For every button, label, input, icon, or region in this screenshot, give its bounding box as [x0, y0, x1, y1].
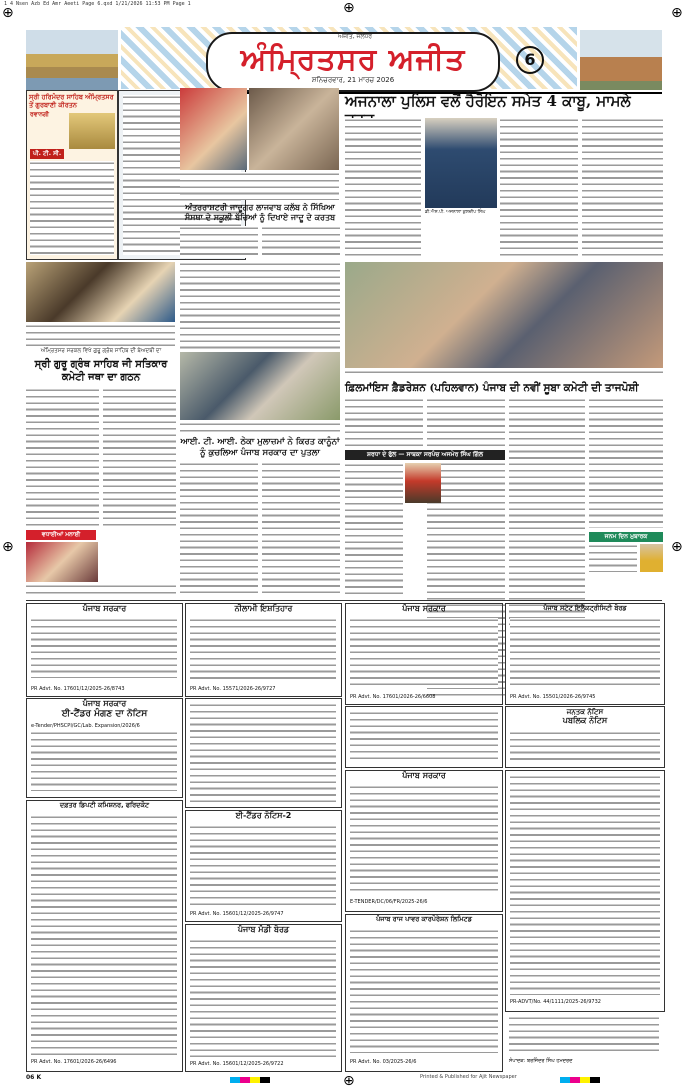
- group-photo-left: [26, 262, 175, 322]
- ad6: [185, 810, 342, 922]
- ad5-text: [350, 618, 498, 688]
- sikh-text-2: [103, 388, 176, 526]
- masthead-title: ਅੰਮ੍ਰਿਤਸਰ ਅਜੀਤ: [240, 42, 466, 77]
- birthday-photo: [640, 544, 663, 572]
- ad8-text: [350, 785, 498, 895]
- imprint-editor: ਸੰਪਾਦਕ: ਬਰਜਿੰਦਰ ਸਿੰਘ ਹਮਦਰਦ: [509, 1058, 573, 1064]
- ad5-ref: PR Advt. No. 17601/2026-26/6608: [350, 694, 436, 700]
- lead-photo: [425, 118, 497, 208]
- ad2-text: [31, 731, 177, 791]
- ad9-head: ਪੰਜਾਬ ਰਾਜ ਪਾਵਰ ਕਾਰਪੋਰੇਸ਼ਨ ਲਿਮਿਟਡ: [376, 915, 472, 923]
- wedding-banner: ਵਧਾਈਆਂ ਮਨਾਈ: [26, 530, 96, 540]
- lead-text-3: [582, 118, 663, 258]
- protest-photo: [180, 352, 340, 420]
- wrestling-text-3: [509, 398, 585, 628]
- ad2: [26, 698, 183, 798]
- birthday-banner: ਜਨਮ ਦਿਨ ਮੁਬਾਰਕ: [589, 532, 663, 542]
- ad2-ref: e-Tender/PHSCPI/GC/Lab. Expansion/2026/6: [31, 723, 140, 729]
- protest-caption: [180, 422, 340, 434]
- ad3-head: ਦਫ਼ਤਰ ਡਿਪਟੀ ਕਮਿਸ਼ਨਰ, ਫਰਿਦਕੋਟ: [59, 801, 150, 809]
- sikh-dateline: ਅੰਮ੍ਰਿਤਸਰ ਸਰਕਲ ਵਿਖੇ ਗੁਰੂ ਗ੍ਰੰਥ ਸਾਹਿਬ ਦੀ ਬੇਅਦਬੀ ਦਾ: [40, 348, 162, 354]
- masthead-date: ਸ਼ਨਿਚਰਵਾਰ, 21 ਮਾਰਚ 2026: [311, 76, 395, 84]
- masthead-title-box: [206, 32, 500, 92]
- obit-photo: [405, 463, 441, 503]
- ad11-text-top: [510, 731, 660, 763]
- ad6-ref: PR Advt. No. 15601/12/2025-26/9747: [190, 911, 284, 917]
- golden-temple-kicker: ਰਵਾਨਗੀ: [30, 111, 49, 118]
- ad2-head: ਪੰਜਾਬ ਸਰਕਾਰ: [82, 699, 127, 708]
- group-photo-wide-caption: [345, 370, 663, 378]
- ad10-ref: PR Advt. No. 15501/2026-26/9745: [510, 694, 596, 700]
- ad6-head: ਈ-ਟੈਂਡਰ ਨੋਟਿਸ-2: [235, 811, 292, 820]
- lead-headline: ਅਜਨਾਲਾ ਪੁਲਿਸ ਵਲੋਂ ਹੈਰੋਇਨ ਸਮੇਤ 4 ਕਾਬੂ, ਮਾਮਲੇ: [345, 92, 631, 110]
- ad7-text: [190, 939, 336, 1057]
- golden-temple-photo: [69, 113, 115, 149]
- ad8: [345, 770, 503, 912]
- masthead-photo-heritage: [580, 30, 662, 90]
- ad-medium-text: [190, 703, 336, 803]
- sikh-headline: ਸ੍ਰੀ ਗੁਰੂ ਗ੍ਰੰਥ ਸਾਹਿਬ ਜੀ ਸਤਿਕਾਰ ਕਮੇਟੀ ਜਥਾ ਦਾ ਗਠਨ: [34, 359, 168, 383]
- ad9: [345, 914, 503, 1072]
- ad11-ref: PR-ADVT/No. 44/1111/2025-26/9732: [510, 999, 601, 1005]
- lead-text-2: [500, 118, 578, 258]
- festival-headline: ਅੰਤਰਰਾਸ਼ਟਰੀ ਜਾਦੂਗਰ ਲਾਜਵਾਬ ਕਲੱਬ ਨੇ ਸਿੱਖਿਆ ਸੰਸਥਾ ਦੇ ਸਕੂਲੀ ਬੱਚਿਆਂ ਨੂੰ ਦਿਖਾਏ ਜਾਦੂ ਦੇ ਕਰਤਬ: [184, 202, 336, 222]
- ad11-top: [505, 706, 665, 768]
- obit-banner: ਸ਼ਰਧਾ ਦੇ ਫੁੱਲ — ਸਾਬਕਾ ਸਰਪੰਚ ਅਜਮੇਰ ਸਿੰਘ ਗਿੱਲ: [345, 450, 505, 460]
- ad10-head: ਪੰਜਾਬ ਸਟੇਟ ਇਲੈਕਟ੍ਰੀਸਿਟੀ ਬੋਰਡ: [543, 604, 627, 612]
- registration-mark-bottom: ⊕: [343, 1073, 355, 1089]
- group-photo-wide: [345, 262, 663, 368]
- iti-text-2: [262, 462, 340, 598]
- ad7: [185, 924, 342, 1072]
- ad2-title: ਈ-ਟੈਂਡਰ ਮੰਗਣ ਦਾ ਨੋਟਿਸ: [61, 709, 148, 719]
- wrestling-headline: ਫ਼ਿਲਮਾਂਇਸ ਫ਼ੈਡਰੇਸ਼ਨ (ਪਹਿਲਵਾਨ) ਪੰਜਾਬ ਦੀ ਨਵੀਂ ਸੂਬਾ ਕਮੇਟੀ ਦੀ ਤਾਜਪੋਸ਼ੀ: [345, 382, 639, 394]
- masthead: [26, 24, 662, 94]
- lead-text-1: [345, 118, 421, 258]
- ad1-text: [31, 618, 177, 678]
- print-slug: 1 4 Nsen Azb Ed Amr Aeeti Page 6.qxd 1/21/2026 11:53 PM Page 1: [4, 1, 191, 7]
- color-bar-left: [230, 1077, 270, 1083]
- sikh-text-1: [26, 388, 99, 526]
- ad11-head: ਜਨਤਕ ਨੋਟਿਸ: [566, 707, 604, 716]
- ads-separator: [26, 600, 662, 601]
- ad1: [26, 603, 183, 697]
- ad11-text: [510, 775, 660, 995]
- masthead-photo-golden-temple: [26, 30, 118, 90]
- ad9-ref: PR Advt. No. 03/2025-26/6: [350, 1059, 417, 1065]
- ad11: [505, 770, 665, 1012]
- iti-text-1: [180, 462, 258, 598]
- ad3-text: [31, 815, 177, 1055]
- registration-mark-top: ⊕: [343, 0, 355, 16]
- golden-temple-headline: ਸ੍ਰੀ ਹਰਿਮੰਦਰ ਸਾਹਿਬ ਅੰਮ੍ਰਿਤਸਰ ਤੋਂ ਗੁਰਬਾਣੀ ਕੀਰਤਨ: [29, 93, 114, 109]
- ad6-text: [190, 825, 336, 905]
- festival-text-1: [180, 226, 258, 258]
- festival-text-2: [262, 226, 340, 258]
- registration-mark-left: ⊕: [2, 539, 14, 555]
- golden-temple-box: [26, 90, 118, 260]
- ad8-ref: E-TENDER/DC/06/FR/2025-26/6: [350, 899, 428, 905]
- footer-right: Printed & Published for Ajit Newspaper: [420, 1074, 517, 1080]
- ad7-head: ਪੰਜਾਬ ਮੰਡੀ ਬੋਰਡ: [237, 925, 290, 934]
- ad4-head: ਨੀਲਾਮੀ ਇਸ਼ਤਿਹਾਰ: [234, 604, 293, 613]
- registration-mark-tl: ⊕: [2, 5, 14, 21]
- ad10: [505, 603, 665, 705]
- ad1-head: ਪੰਜਾਬ ਸਰਕਾਰ: [82, 604, 127, 613]
- footer-left: 06 K: [26, 1074, 42, 1081]
- lead-photo-caption: ਡੀ.ਐਸ.ਪੀ. ਅਜਨਾਲਾ ਕੁਲਦੀਪ ਸਿੰਘ: [425, 210, 486, 215]
- ad1-ref: PR Advt. No. 17601/12/2025-26/8743: [31, 686, 125, 692]
- festival-photo-1: [249, 88, 339, 170]
- wrestling-text-1: [345, 398, 423, 448]
- masthead-tag: ਅਜੀਤ, ਜਲੰਧਰ: [338, 33, 373, 40]
- festival-continued: [180, 262, 340, 350]
- imprint: [505, 1014, 663, 1070]
- ad-medium: [185, 698, 342, 808]
- obit-text: [345, 463, 403, 598]
- wedding-photo: [26, 542, 98, 582]
- ad4: [185, 603, 342, 697]
- color-bar-right: [560, 1077, 600, 1083]
- ptc-tag: ਪੀ. ਟੀ. ਸੀ.: [30, 149, 64, 159]
- ad8-top-text: [350, 711, 498, 763]
- ad3: [26, 800, 183, 1072]
- wedding-caption: [26, 584, 176, 598]
- golden-temple-schedule: [30, 161, 114, 255]
- festival-photo-2: [180, 88, 247, 170]
- imprint-text: [509, 1016, 659, 1056]
- festival-caption: [180, 172, 339, 200]
- ad10-text: [510, 618, 660, 688]
- iti-headline: ਆਈ. ਟੀ. ਆਈ. ਠੇਕਾ ਮੁਲਾਜ਼ਮਾਂ ਨੇ ਕਿਰਤ ਕਾਨੂੰਨਾਂ ਨੂੰ ਕੁਚਲਿਆ ਪੰਜਾਬ ਸਰਕਾਰ ਦਾ ਪੁਤਲਾ: [180, 437, 340, 458]
- ad3-ref: PR Advt. No. 17601/2026-26/6496: [31, 1059, 117, 1065]
- ad5: [345, 603, 503, 705]
- ad8-head: ਪੰਜਾਬ ਸਰਕਾਰ: [402, 771, 446, 780]
- group-photo-left-caption: [26, 324, 175, 346]
- birthday-text: [589, 544, 637, 572]
- ad4-text: [190, 618, 336, 680]
- ad4-ref: PR Advt. No. 15571/2026-26/9727: [190, 686, 276, 692]
- ad9-text: [350, 929, 498, 1053]
- ad5-head: ਪੰਜਾਬ ਸਰਕਾਰ: [402, 604, 446, 613]
- ad11-title: ਪਬਲਿਕ ਨੋਟਿਸ: [562, 716, 608, 725]
- ad8-top: [345, 706, 503, 768]
- wrestling-text-4: [589, 398, 663, 528]
- registration-mark-right: ⊕: [671, 539, 683, 555]
- registration-mark-tr: ⊕: [671, 5, 683, 21]
- page-number: 6: [516, 46, 544, 74]
- ad7-ref: PR Advt. No. 15601/12/2025-26/9722: [190, 1061, 284, 1067]
